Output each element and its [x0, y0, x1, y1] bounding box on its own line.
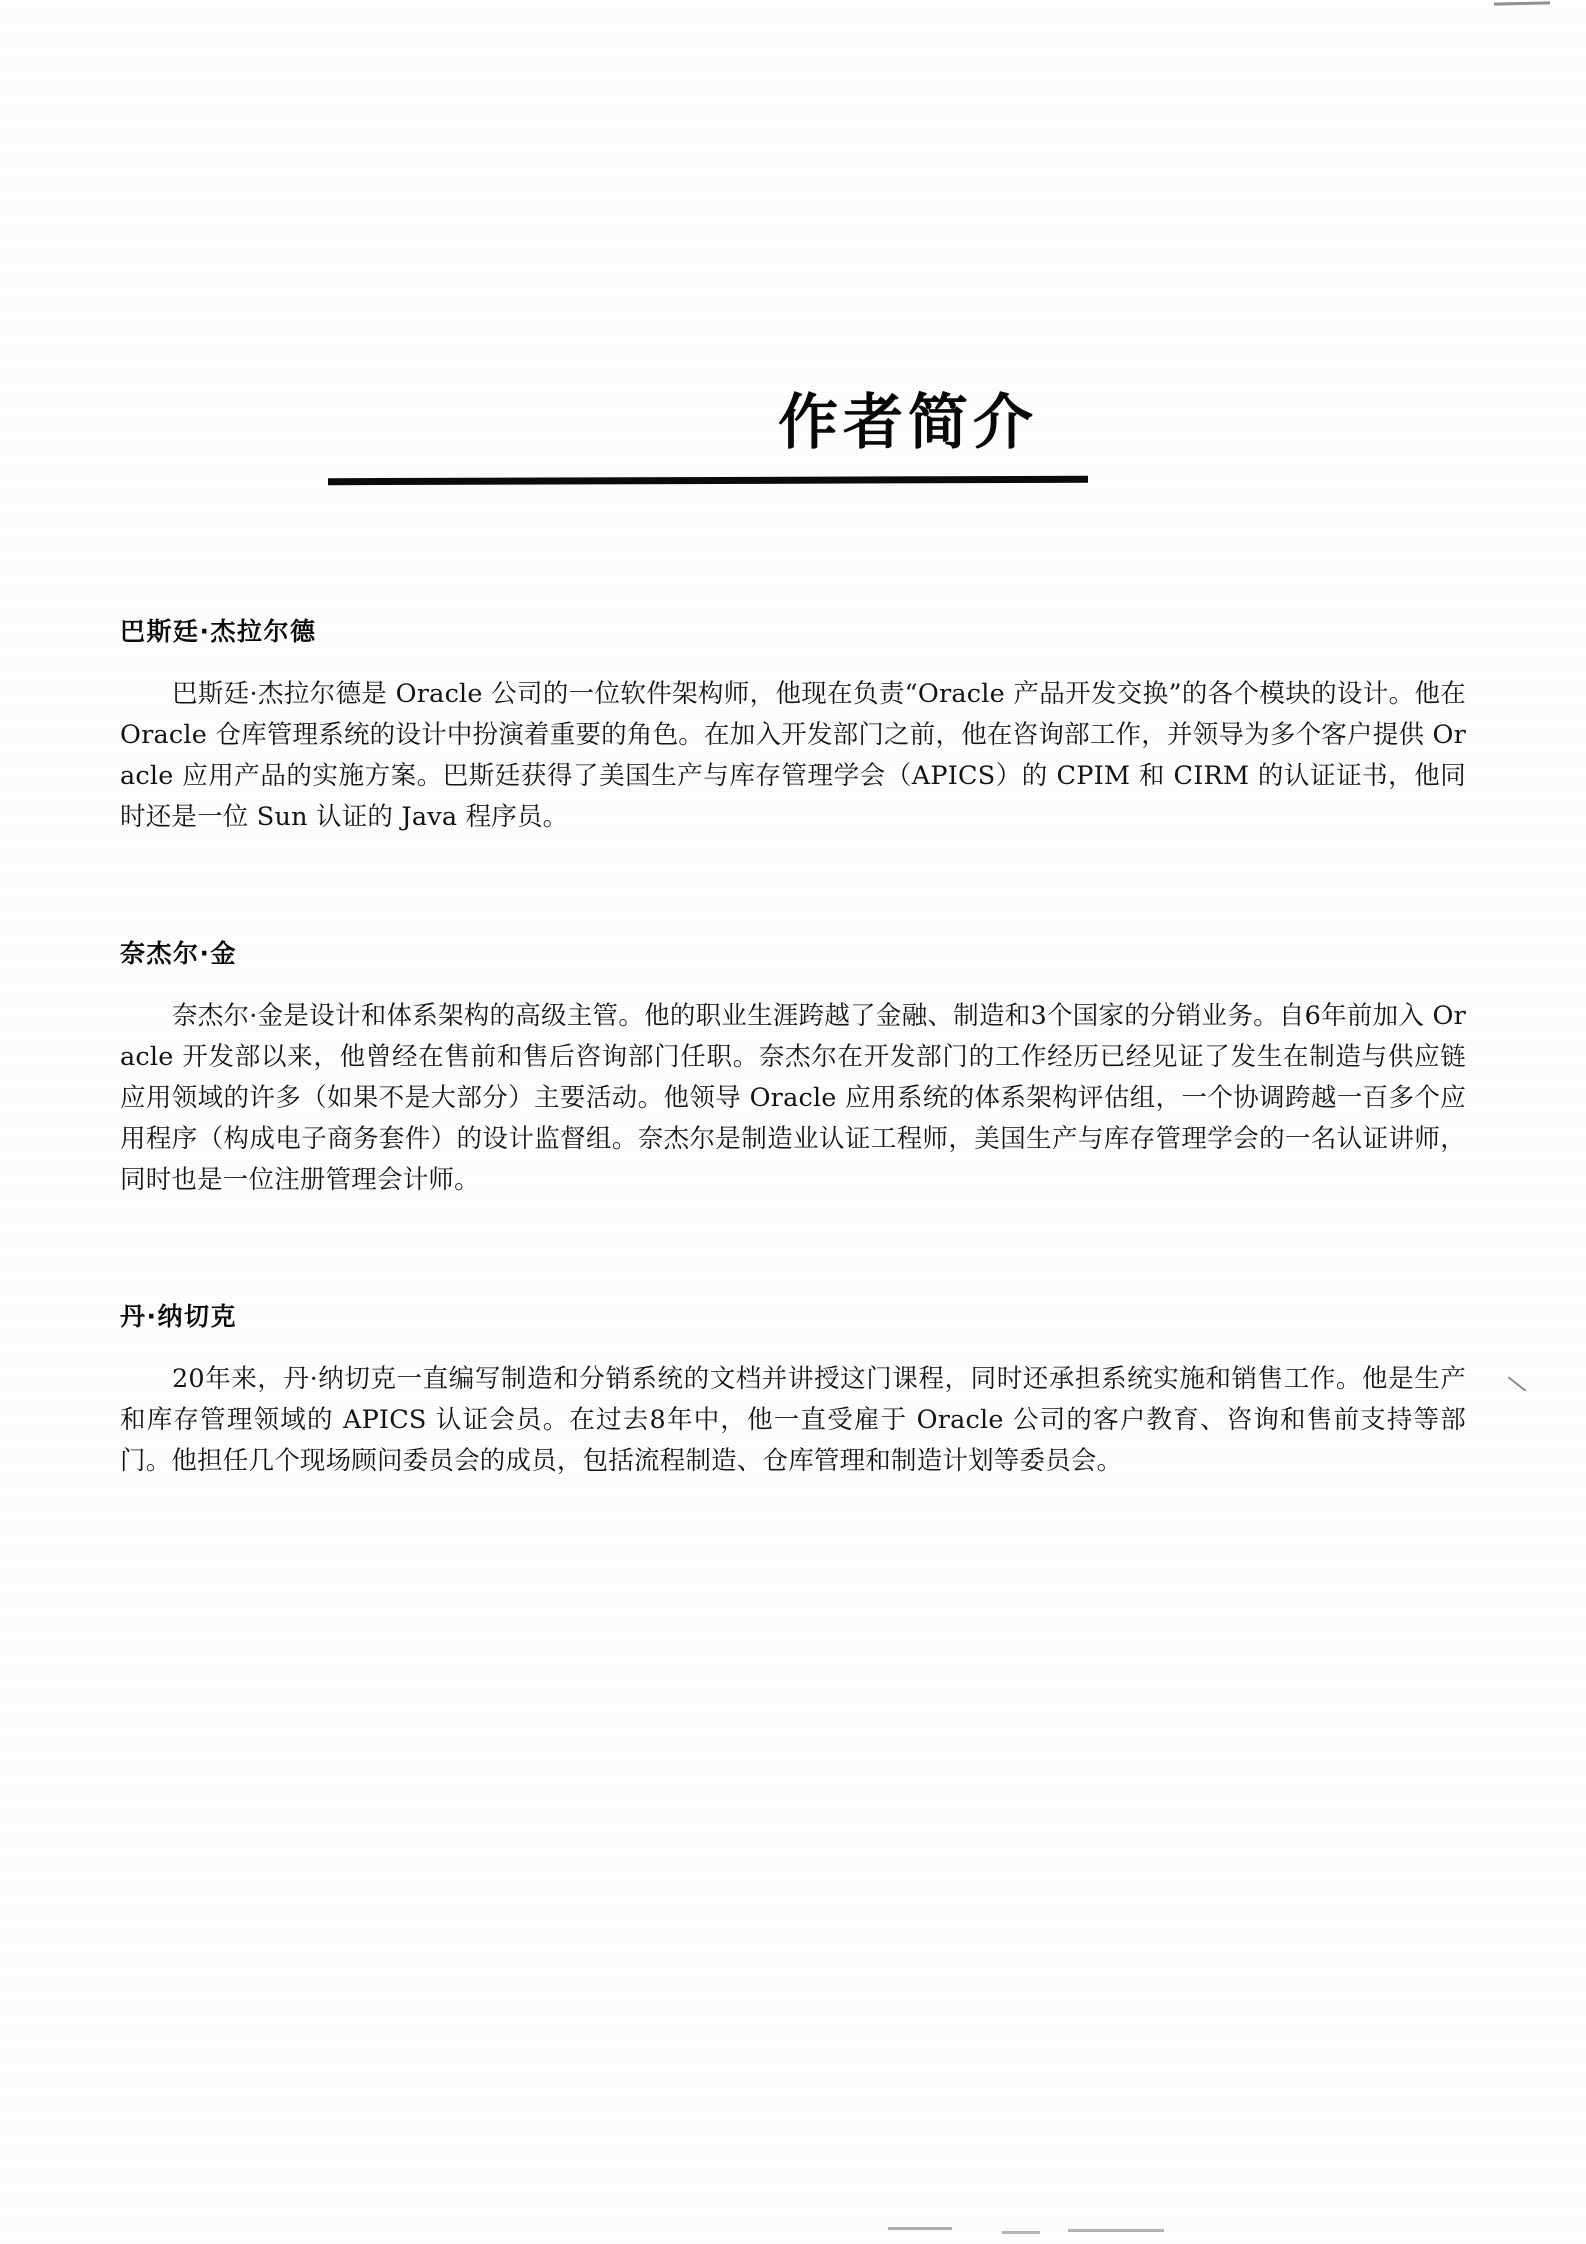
title-underline-rule — [328, 476, 1088, 485]
author-name-heading-3: 丹·纳切克 — [120, 1302, 237, 1331]
author-bio-paragraph-2: 奈杰尔·金是设计和体系架构的高级主管。他的职业生涯跨越了金融、制造和3个国家的分销业务。自6年前加入 Oracle 开发部以来，他曾经在售前和售后咨询部门任职。奈杰尔在开发部门的工作经历已经见证了发生在制造与供应链应用领域的许多（如果不是大部分）主要活动。他领导 Oracle 应用系统的体系架构评估组，一个协调跨越一百多个应用程序（构成电子商务套件）的设计监督组。奈杰尔是制造业认证工程师，美国生产与库存管理学会的一名认证讲师，同时也是一位注册管理会计师。 — [120, 1001, 1466, 1195]
author-bio-paragraph-3: 20年来，丹·纳切克一直编写制造和分销系统的文档并讲授这门课程，同时还承担系统实施和销售工作。他是生产和库存管理领域的 APICS 认证会员。在过去8年中，他一直受雇于 Oracle 公司的客户教育、咨询和售前支持等部门。他担任几个现场顾问委员会的成员，包括流程制造、仓库管理和制造计划等委员会。 — [120, 1364, 1466, 1476]
author-name-heading-1: 巴斯廷·杰拉尔德 — [120, 617, 317, 646]
author-name-heading-2: 奈杰尔·金 — [120, 939, 237, 968]
scan-artifact-bottom-left — [888, 2227, 952, 2230]
scan-artifact-bottom-center — [1002, 2231, 1040, 2234]
scan-artifact-bottom-right — [1068, 2229, 1164, 2232]
scan-artifact-top-right — [1494, 1, 1550, 5]
title-block — [120, 388, 1466, 484]
page-content — [120, 0, 1466, 1482]
author-section-1 — [120, 612, 1466, 838]
author-section-2 — [120, 934, 1466, 1201]
page-title: 作者简介 — [778, 388, 1038, 458]
author-bio-paragraph-1: 巴斯廷·杰拉尔德是 Oracle 公司的一位软件架构师，他现在负责“Oracle 产品开发交换”的各个模块的设计。他在 Oracle 仓库管理系统的设计中扮演着重要的角色。在加入开发部门之前，他在咨询部工作，并领导为多个客户提供 Oracle 应用产品的实施方案。巴斯廷获得了美国生产与库存管理学会（APICS）的 CPIM 和 CIRM 的认证证书，他同时还是一位 Sun 认证的 Java 程序员。 — [120, 679, 1466, 832]
author-section-3 — [120, 1297, 1466, 1482]
scan-artifact-mid-right — [1508, 1376, 1527, 1391]
